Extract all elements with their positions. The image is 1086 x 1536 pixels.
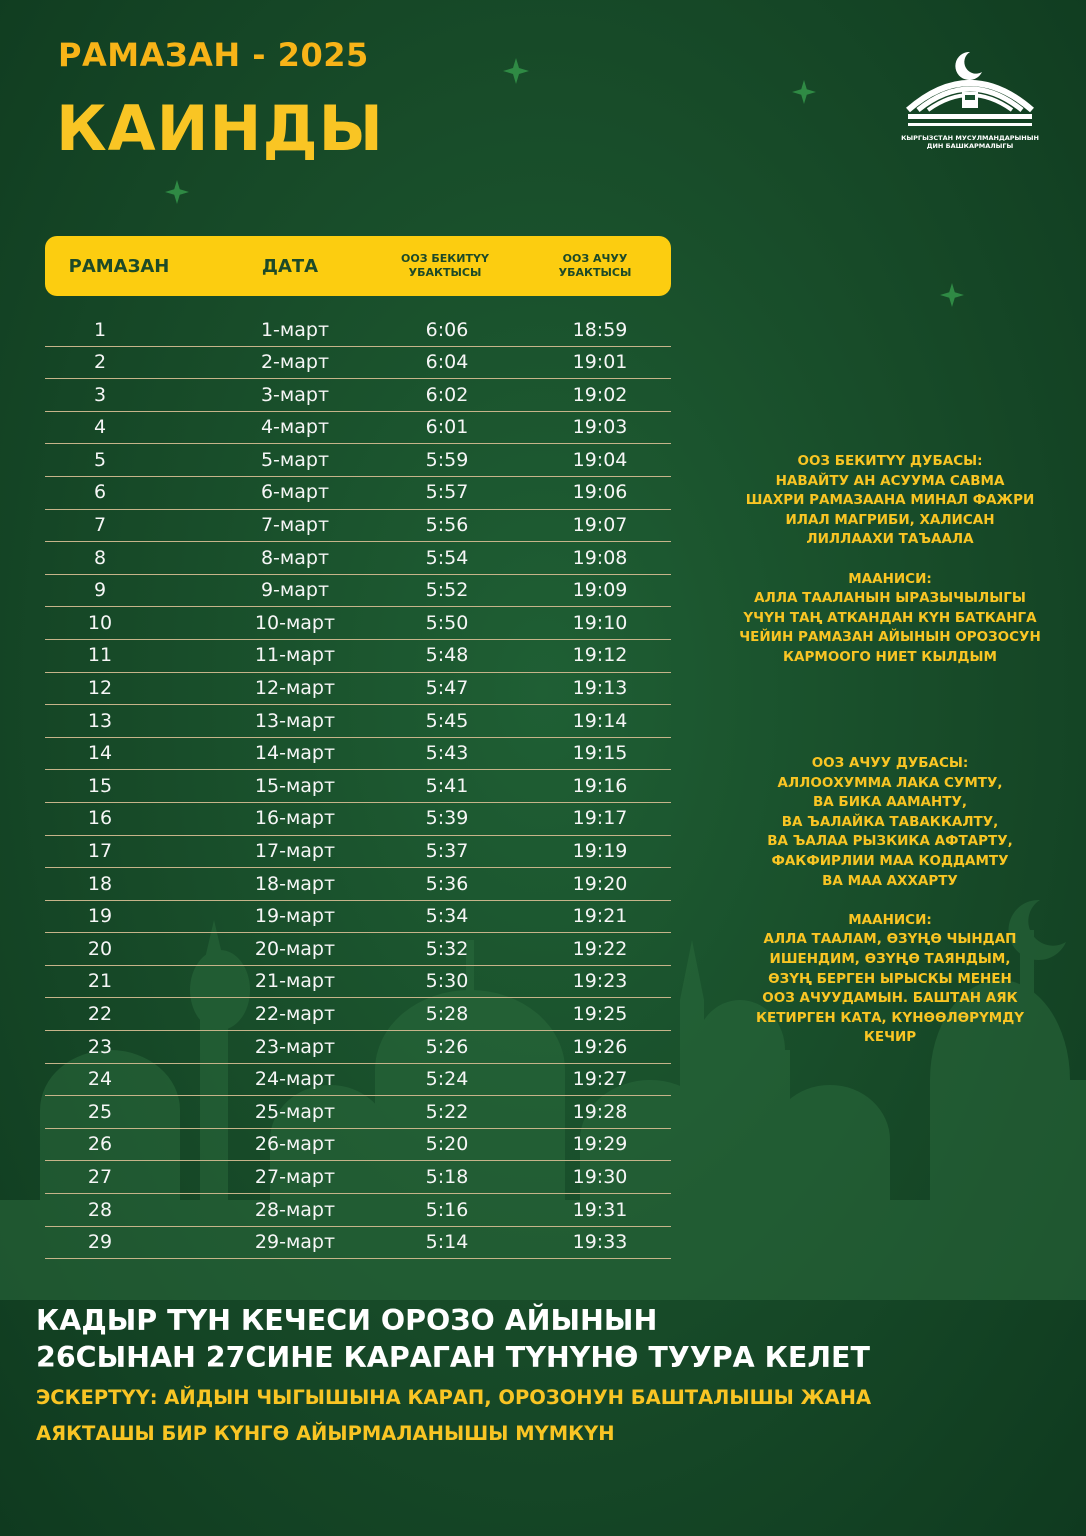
sparkle-star-icon [940, 283, 964, 307]
table-row [45, 444, 671, 477]
iftar-meaning-line: ИШЕНДИМ, ӨЗҮҢӨ ТАЯНДЫМ, [769, 950, 1011, 967]
date-cell: 23-март [254, 1035, 336, 1058]
iftar-time-cell: 19:17 [572, 807, 628, 830]
table-header [45, 236, 671, 296]
date-cell: 11-март [254, 644, 336, 667]
logo-caption-line: ДИН БАШКАРМАЛЫГЫ [926, 142, 1014, 150]
date-cell: 18-март [254, 872, 336, 895]
iftar-time-cell: 19:13 [572, 677, 628, 700]
suhur-time-cell: 5:18 [425, 1165, 469, 1188]
iftar-time-cell: 19:31 [572, 1198, 628, 1221]
table-row [45, 347, 671, 380]
column-header-iftar-line2: УБАКТЫСЫ [558, 266, 632, 279]
suhur-time-cell: 5:30 [425, 970, 469, 993]
suhur-time-cell: 5:41 [425, 774, 469, 797]
table-row [45, 1194, 671, 1227]
table-row [45, 1096, 671, 1129]
table-row [45, 966, 671, 999]
table-row [45, 379, 671, 412]
sparkle-star-icon [792, 80, 816, 104]
note-line: АЯКТАШЫ БИР КҮНГӨ АЙЫРМАЛАНЫШЫ МҮМКҮН [36, 1422, 615, 1445]
iftar-dua-line: ООЗ АЧУУ ДУБАСЫ: [811, 755, 969, 771]
suhur-dua-block [735, 452, 1045, 668]
page-title: КАИНДЫ [56, 92, 384, 165]
logo-caption-line: КЫРГЫЗСТАН МУСУЛМАНДАРЫНЫН [901, 134, 1039, 142]
column-header-iftar-line1: ООЗ АЧУУ [562, 252, 628, 265]
day-cell: 25 [87, 1100, 113, 1123]
iftar-time-cell: 19:14 [572, 709, 628, 732]
iftar-time-cell: 19:04 [572, 448, 628, 471]
date-cell: 19-март [254, 905, 336, 928]
suhur-dua-line: ИЛАЛ МАГРИБИ, ХАЛИСАН [785, 511, 995, 528]
note-line: ЭСКЕРТҮҮ: АЙДЫН ЧЫГЫШЫНА КАРАП, ОРОЗОНУН БАШТАЛЫШЫ ЖАНА [36, 1386, 872, 1409]
day-cell: 8 [93, 546, 107, 569]
day-cell: 2 [93, 351, 107, 374]
suhur-time-cell: 5:56 [425, 514, 469, 537]
suhur-dua-line: НАВАЙТУ АН АСУУМА САВМА [775, 472, 1005, 489]
column-header-suhur-line2: УБАКТЫСЫ [408, 266, 482, 279]
table-row [45, 1129, 671, 1162]
date-cell: 26-март [254, 1133, 336, 1156]
date-cell: 12-март [254, 677, 336, 700]
iftar-time-cell: 19:16 [572, 774, 628, 797]
date-cell: 22-март [254, 1002, 336, 1025]
qadr-line: КАДЫР ТҮН КЕЧЕСИ ОРОЗО АЙЫНЫН [36, 1304, 658, 1337]
day-cell: 1 [93, 318, 107, 341]
date-cell: 7-март [260, 514, 330, 537]
suhur-time-cell: 6:02 [425, 383, 469, 406]
iftar-time-cell: 19:19 [572, 840, 628, 862]
header-subtitle: РАМАЗАН - 2025 [58, 36, 369, 74]
suhur-meaning-line: ҮЧҮН ТАҢ АТКАНДАН КҮН БАТКАНГА [743, 609, 1037, 626]
day-cell: 11 [87, 644, 113, 667]
iftar-time-cell: 19:26 [572, 1035, 628, 1058]
iftar-dua-line: ФАКФИРЛИИ МАА КОДДАМТУ [771, 852, 1009, 869]
day-cell: 6 [93, 481, 107, 504]
iftar-time-cell: 19:08 [572, 546, 628, 569]
table-row [45, 901, 671, 934]
suhur-meaning-line: МААНИСИ: [848, 570, 932, 587]
iftar-time-cell: 19:10 [572, 611, 628, 634]
day-cell: 26 [87, 1133, 113, 1156]
table-row [45, 542, 671, 575]
table-row [45, 803, 671, 836]
suhur-time-cell: 5:26 [425, 1035, 469, 1058]
suhur-dua-line: ООЗ БЕКИТҮҮ ДУБАСЫ: [797, 453, 983, 469]
qadr-night-note [36, 1302, 870, 1376]
suhur-meaning-line: КАРМООГО НИЕТ КЫЛДЫМ [783, 648, 997, 665]
date-cell: 27-март [254, 1165, 336, 1188]
day-cell: 4 [93, 416, 107, 439]
iftar-dua-line: ВА ЪАЛАА РЫЗКИКА АФТАРТУ, [767, 833, 1013, 850]
suhur-time-cell: 5:52 [425, 579, 469, 602]
table-row [45, 673, 671, 706]
date-cell: 1-март [260, 318, 330, 341]
organization-logo [900, 48, 1040, 158]
suhur-time-cell: 5:28 [425, 1002, 469, 1025]
suhur-time-cell: 5:20 [425, 1133, 469, 1156]
column-header-suhur [385, 236, 505, 296]
suhur-time-cell: 6:06 [425, 318, 469, 341]
table-row [45, 933, 671, 966]
iftar-time-cell: 19:02 [572, 383, 628, 406]
iftar-dua-line: ВА МАА АХХАРТУ [822, 872, 958, 889]
table-row [45, 998, 671, 1031]
iftar-time-cell: 19:33 [572, 1231, 628, 1254]
day-cell: 15 [87, 774, 113, 797]
column-header-date: ДАТА [261, 255, 319, 277]
suhur-time-cell: 5:57 [425, 481, 469, 504]
day-cell: 14 [87, 742, 113, 765]
iftar-time-cell: 19:22 [572, 937, 628, 960]
day-cell: 17 [87, 840, 113, 862]
iftar-time-cell: 19:21 [572, 905, 628, 928]
date-cell: 13-март [254, 709, 336, 732]
day-cell: 9 [93, 579, 107, 602]
table-row [45, 1031, 671, 1064]
table-row [45, 705, 671, 738]
iftar-time-cell: 19:25 [572, 1002, 628, 1025]
date-cell: 6-март [260, 481, 330, 504]
iftar-time-cell: 19:07 [572, 514, 628, 537]
table-row [45, 510, 671, 543]
table-row [45, 412, 671, 445]
suhur-time-cell: 5:59 [425, 448, 469, 471]
date-cell: 20-март [254, 937, 336, 960]
date-cell: 24-март [254, 1068, 336, 1091]
date-cell: 29-март [254, 1231, 336, 1254]
sparkle-star-icon [503, 58, 529, 84]
qadr-line: 26СЫНАН 27СИНЕ КАРАГАН ТҮНҮНӨ ТУУРА КЕЛЕТ [36, 1341, 870, 1374]
iftar-time-cell: 19:06 [572, 481, 628, 504]
date-cell: 10-март [254, 611, 336, 634]
column-header-day: РАМАЗАН [68, 255, 170, 277]
suhur-dua-line: ШАХРИ РАМАЗААНА МИНАЛ ФАЖРИ [745, 492, 1035, 509]
iftar-dua-line: АЛЛООХУММА ЛАКА СУМТУ, [777, 774, 1003, 791]
date-cell: 25-март [254, 1100, 336, 1123]
iftar-dua-line: ВА БИКА ААМАНТУ, [812, 794, 968, 811]
table-row [45, 868, 671, 901]
day-cell: 24 [87, 1068, 113, 1091]
date-cell: 17-март [254, 840, 336, 862]
table-row [45, 836, 671, 869]
suhur-time-cell: 5:32 [425, 937, 469, 960]
iftar-meaning-line: АЛЛА ТААЛАМ, ӨЗҮҢӨ ЧЫНДАП [763, 931, 1017, 948]
suhur-time-cell: 6:04 [425, 351, 469, 374]
iftar-dua-line: ВА ЪАЛАЙКА ТАВАККАЛТУ, [781, 813, 999, 830]
suhur-meaning-line: ЧЕЙИН РАМАЗАН АЙЫНЫН ОРОЗОСУН [739, 629, 1041, 646]
iftar-time-cell: 18:59 [572, 318, 628, 341]
date-cell: 9-март [260, 579, 330, 602]
iftar-meaning-line: КЕТИРГЕН КАТА, КҮНӨӨЛӨРҮМДҮ [755, 1009, 1025, 1026]
mosque-crescent-logo-icon [900, 48, 1040, 132]
iftar-time-cell: 19:01 [572, 351, 628, 374]
table-row [45, 640, 671, 673]
date-cell: 4-март [260, 416, 330, 439]
suhur-time-cell: 5:43 [425, 742, 469, 765]
day-cell: 19 [87, 905, 113, 928]
iftar-time-cell: 19:12 [572, 644, 628, 667]
suhur-meaning-line: АЛЛА ТААЛАНЫН ЫРАЗЫЧЫЛЫГЫ [754, 590, 1026, 607]
day-cell: 29 [87, 1231, 113, 1254]
suhur-time-cell: 5:39 [425, 807, 469, 830]
table-row [45, 1227, 671, 1260]
table-row [45, 477, 671, 510]
table-row [45, 1064, 671, 1097]
day-cell: 12 [87, 677, 113, 700]
iftar-time-cell: 19:28 [572, 1100, 628, 1123]
table-row [45, 575, 671, 608]
disclaimer-note [36, 1380, 871, 1452]
day-cell: 13 [87, 709, 113, 732]
iftar-time-cell: 19:20 [572, 872, 628, 895]
iftar-time-cell: 19:30 [572, 1165, 628, 1188]
suhur-time-cell: 6:01 [425, 416, 469, 439]
day-cell: 20 [87, 937, 113, 960]
table-row [45, 607, 671, 640]
day-cell: 3 [93, 383, 107, 406]
day-cell: 7 [93, 514, 107, 537]
iftar-time-cell: 19:29 [572, 1133, 628, 1156]
date-cell: 8-март [260, 546, 330, 569]
date-cell: 5-март [260, 448, 330, 471]
suhur-time-cell: 5:36 [425, 872, 469, 895]
day-cell: 16 [87, 807, 113, 830]
suhur-time-cell: 5:37 [425, 840, 469, 862]
day-cell: 5 [93, 448, 107, 471]
sparkle-star-icon [165, 180, 189, 204]
table-row [45, 1161, 671, 1194]
day-cell: 10 [87, 611, 113, 634]
iftar-meaning-line: ӨЗҮҢ БЕРГЕН ЫРЫСКЫ МЕНЕН [768, 970, 1012, 987]
iftar-dua-block [735, 754, 1045, 1048]
suhur-time-cell: 5:34 [425, 905, 469, 928]
iftar-time-cell: 19:15 [572, 742, 628, 765]
suhur-time-cell: 5:50 [425, 611, 469, 634]
day-cell: 27 [87, 1165, 113, 1188]
table-row [45, 738, 671, 771]
suhur-time-cell: 5:22 [425, 1100, 469, 1123]
iftar-meaning-line: МААНИСИ: [848, 911, 932, 928]
day-cell: 22 [87, 1002, 113, 1025]
day-cell: 28 [87, 1198, 113, 1221]
table-row [45, 770, 671, 803]
date-cell: 21-март [254, 970, 336, 993]
date-cell: 3-март [260, 383, 330, 406]
iftar-meaning-line: КЕЧИР [863, 1029, 917, 1046]
suhur-time-cell: 5:24 [425, 1068, 469, 1091]
date-cell: 15-март [254, 774, 336, 797]
suhur-time-cell: 5:47 [425, 677, 469, 700]
suhur-time-cell: 5:48 [425, 644, 469, 667]
iftar-time-cell: 19:09 [572, 579, 628, 602]
iftar-meaning-line: ООЗ АЧУУДАМЫН. БАШТАН АЯК [762, 990, 1018, 1007]
suhur-time-cell: 5:54 [425, 546, 469, 569]
day-cell: 23 [87, 1035, 113, 1058]
iftar-time-cell: 19:23 [572, 970, 628, 993]
date-cell: 14-март [254, 742, 336, 765]
iftar-time-cell: 19:03 [572, 416, 628, 439]
date-cell: 2-март [260, 351, 330, 374]
column-header-suhur-line1: ООЗ БЕКИТҮҮ [401, 252, 489, 265]
table-row [45, 314, 671, 347]
suhur-time-cell: 5:45 [425, 709, 469, 732]
iftar-time-cell: 19:27 [572, 1068, 628, 1091]
column-header-iftar [535, 236, 655, 296]
day-cell: 18 [87, 872, 113, 895]
date-cell: 28-март [254, 1198, 336, 1221]
suhur-dua-line: ЛИЛЛААХИ ТАЪААЛА [806, 531, 974, 548]
date-cell: 16-март [254, 807, 336, 830]
day-cell: 21 [87, 970, 113, 993]
suhur-time-cell: 5:16 [425, 1198, 469, 1221]
suhur-time-cell: 5:14 [425, 1231, 469, 1254]
schedule-table-body [45, 314, 671, 1259]
